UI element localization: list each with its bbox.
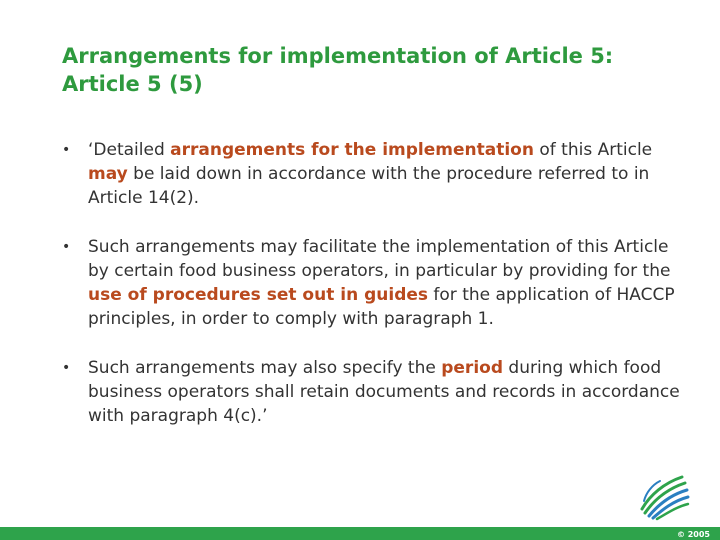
bullet-dot: •	[62, 360, 71, 376]
slide-title	[62, 42, 702, 98]
bullet-dot: •	[62, 239, 71, 255]
bullet-text	[88, 358, 680, 426]
bullet-text	[88, 237, 675, 329]
bullet-dot: •	[62, 142, 71, 158]
slide-title-line-2: Article 5 (5)	[62, 72, 203, 96]
slide-title-line-1: Arrangements for implementation of Article 5:	[62, 44, 614, 68]
bullet-emphasis: arrangements for the implementation	[170, 140, 534, 160]
bullet-list	[60, 138, 680, 453]
bullet-text-run: be laid down in accordance with the procedure referred to in Article 14(2).	[88, 164, 650, 208]
bullet-emphasis: period	[441, 358, 503, 378]
bullet-text-run: of this Article	[533, 140, 653, 160]
bullet-text-run: during which food business operators shall retain documents and records in accordance with paragraph 4(c).’	[88, 358, 680, 426]
bullet-emphasis: may	[88, 164, 128, 184]
bullet-text-run: Such arrangements may also specify the	[88, 358, 442, 378]
footer-bar	[0, 527, 720, 540]
bullet-item	[60, 235, 680, 331]
stylized-leaf-logo-icon	[636, 471, 692, 521]
bullet-item	[60, 138, 680, 210]
bullet-text-run: Such arrangements may facilitate the implementation of this Article by certain food business operators, in particular by providing for the	[88, 237, 671, 281]
bullet-emphasis: use of procedures set out in guides	[88, 285, 429, 305]
bullet-text	[88, 140, 652, 208]
bullet-text-run: for the application of HACCP principles, in order to comply with paragraph 1.	[88, 285, 675, 329]
bullet-text-run: ‘Detailed	[88, 140, 171, 160]
bullet-item	[60, 356, 680, 428]
copyright-text: © 2005	[676, 530, 710, 539]
